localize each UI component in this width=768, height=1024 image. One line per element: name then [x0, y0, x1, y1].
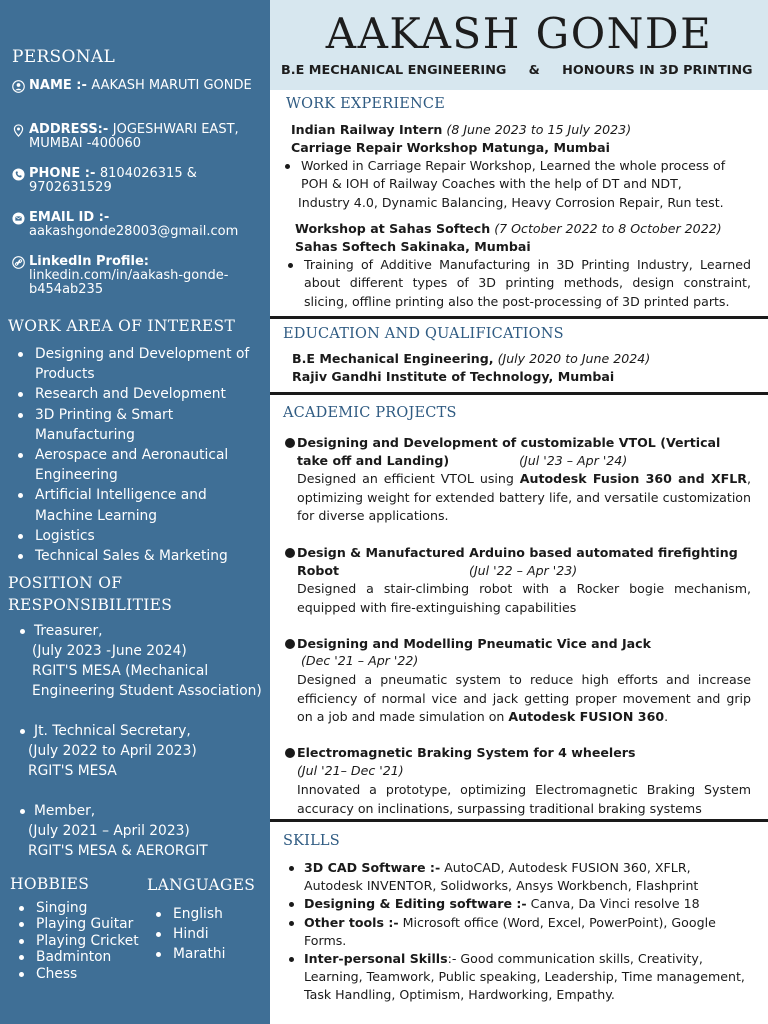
personal-heading: PERSONAL — [12, 47, 116, 67]
personal-linkedin — [12, 255, 262, 297]
linkedin-label: LinkedIn Profile: — [29, 254, 150, 269]
list-item — [286, 950, 748, 1005]
list-item: Chess — [10, 966, 139, 982]
position-period: (July 2022 to April 2023) — [28, 743, 197, 759]
project-name: Designing and Development of customizable VTOL (Vertical take off and Landing) — [297, 435, 721, 468]
personal-email — [12, 211, 262, 239]
institute-name: Rajiv Gandhi Institute of Technology, Mumbai — [292, 369, 615, 384]
job-line: Industry 4.0, Dynamic Balancing, Heavy Corrosion Repair, Run test. — [298, 194, 724, 210]
job-org-name: Sahas Softech Sakinaka, Mumbai — [295, 239, 531, 254]
project-date: (Jul '23 – Apr '24) — [519, 453, 628, 468]
degree-name: B.E Mechanical Engineering, — [292, 351, 494, 366]
list-item: Hindi — [147, 924, 225, 944]
position-heading — [8, 572, 172, 616]
desc-bold: Autodesk FUSION 360 — [508, 709, 665, 725]
project-name: Design & Manufactured Arduino based automated firefighting Robot — [297, 545, 738, 578]
education-institute — [292, 369, 614, 385]
hobbies-list — [10, 900, 139, 982]
desc-text: Designed a pneumatic system to reduce high efforts and increase efficiency of normal vice and jack getting proper movement and grip on a job and made simulation on — [297, 672, 751, 725]
list-item: Marathi — [147, 944, 225, 964]
bullet-dot — [285, 748, 295, 758]
skill-text: :- Good communication skills, Creativity, Learning, Teamwork, Public speaking, Leadership, Time management, Task Handling, Optimism, Hardworking, Empathy. — [304, 951, 745, 1003]
list-item: Playing Guitar — [10, 916, 139, 932]
job-bullet — [285, 157, 747, 212]
phone-value: 8104026315 & 9702631529 — [29, 166, 197, 195]
skill-text: AutoCAD, Autodesk FUSION 360, XFLR, Autodesk INVENTOR, Solidworks, Ansys Workbench, Flashprint — [304, 860, 699, 894]
education-degree — [292, 351, 650, 367]
position-role: Jt. Technical Secretary, — [16, 721, 266, 741]
page-title: AAKASH GONDE — [325, 9, 713, 58]
email-value[interactable]: aakashgonde28003@gmail.com — [29, 224, 239, 239]
bullet-dot — [288, 263, 293, 268]
address-value: JOGESHWARI EAST, MUMBAI -400060 — [29, 122, 239, 151]
section-divider — [270, 392, 768, 395]
location-pin-icon — [12, 124, 25, 137]
bullet-dot — [285, 639, 295, 649]
position-org: RGIT'S MESA & AERORGIT — [28, 843, 208, 859]
project-description — [297, 671, 751, 727]
list-item: English — [147, 904, 225, 924]
bullet-dot — [285, 164, 290, 169]
project-title — [285, 635, 755, 653]
desc-bold: Autodesk Fusion 360 and XFLR — [519, 471, 747, 486]
position-period: (July 2023 -June 2024) — [32, 643, 187, 659]
work-heading: WORK EXPERIENCE — [286, 96, 445, 112]
project-title — [285, 744, 755, 762]
degree-line: B.E MECHANICAL ENGINEERING & HONOURS IN 3D PRINTING — [281, 63, 753, 78]
job-line: POH & IOH of Railway Coaches with the help of DT and NDT, — [301, 176, 682, 192]
list-item: Research and Development — [9, 384, 259, 404]
skill-label: 3D CAD Software :- — [304, 860, 441, 875]
list-item: Designing and Development of Products — [9, 344, 259, 384]
link-icon — [12, 256, 25, 269]
project-name: Designing and Modelling Pneumatic Vice and Jack — [297, 636, 652, 651]
languages-list — [147, 904, 225, 964]
list-item — [286, 914, 748, 950]
position-role: Member, — [16, 801, 266, 821]
job-title — [291, 122, 631, 138]
position-heading-line2: RESPONSIBILITIES — [8, 596, 173, 614]
job-role: Workshop at Sahas Softech — [295, 221, 491, 236]
degree-period: (July 2020 to June 2024) — [497, 351, 651, 366]
list-item: Playing Cricket — [10, 933, 139, 949]
skill-label: Other tools :- — [304, 914, 399, 930]
project-date: (Jul '21– Dec '21) — [297, 763, 404, 778]
project-date: (Dec '21 – Apr '22) — [301, 653, 419, 668]
hobbies-heading: HOBBIES — [10, 875, 90, 893]
job-org — [291, 140, 610, 156]
position-org: RGIT'S MESA (Mechanical Engineering Student Association) — [32, 663, 262, 699]
name-value: AAKASH MARUTI GONDE — [91, 78, 252, 93]
job-bullet — [288, 256, 751, 311]
email-icon — [12, 212, 25, 225]
project-description — [297, 470, 751, 526]
desc-text: . — [664, 709, 669, 725]
project-description: Designed a stair-climbing robot with a Rocker bogie mechanism, equipped with fire-extinguishing capabilities — [297, 581, 751, 615]
position-item — [16, 801, 266, 861]
job-line: Worked in Carriage Repair Workshop, Learned the whole process of — [301, 158, 726, 173]
project-description: Innovated a prototype, optimizing Electromagnetic Braking System accuracy on inclinations, surpassing traditional braking systems — [297, 782, 751, 816]
desc-text: Designed an efficient VTOL using — [297, 471, 520, 486]
list-item — [286, 895, 748, 913]
bullet-dot — [285, 548, 295, 558]
bullet-dot — [285, 438, 295, 448]
phone-label: PHONE :- — [29, 166, 100, 181]
skill-text: Microsoft office (Word, Excel, PowerPoint), Google Forms. — [304, 914, 716, 948]
position-role: Treasurer, — [16, 621, 266, 641]
list-item: Artificial Intelligence and Machine Learning — [9, 485, 259, 525]
job-period: (8 June 2023 to 15 July 2023) — [446, 122, 632, 137]
list-item: Badminton — [10, 949, 139, 965]
email-label: EMAIL ID :- — [29, 210, 110, 225]
skills-list — [286, 859, 748, 1005]
skills-heading: SKILLS — [283, 833, 340, 849]
job-title — [295, 221, 722, 237]
project-title — [285, 544, 755, 580]
education-heading: EDUCATION AND QUALIFICATIONS — [283, 326, 564, 342]
position-org: RGIT'S MESA — [28, 763, 117, 779]
section-divider — [270, 819, 768, 822]
list-item: Singing — [10, 900, 139, 916]
name-label: NAME :- — [29, 78, 92, 93]
sidebar — [0, 0, 270, 1024]
languages-heading: LANGUAGES — [147, 876, 256, 894]
list-item: Aerospace and Aeronautical Engineering — [9, 445, 259, 485]
section-divider — [270, 316, 768, 319]
interest-heading: WORK AREA OF INTEREST — [8, 317, 236, 335]
personal-address — [12, 123, 262, 151]
project-name: Electromagnetic Braking System for 4 wheelers — [297, 745, 636, 760]
linkedin-url[interactable]: linkedin.com/in/aakash-gonde-b454ab235 — [29, 268, 229, 297]
list-item: Technical Sales & Marketing — [9, 546, 259, 566]
skill-label: Inter-personal Skills — [304, 951, 448, 967]
position-heading-line1: POSITION OF — [8, 574, 123, 592]
phone-icon — [12, 168, 25, 181]
desc-text: , optimizing weight for extended battery life, and versatile customization for diverse applications. — [297, 471, 751, 524]
list-item — [286, 859, 748, 895]
job-description: Training of Additive Manufacturing in 3D Printing Industry, Learned about different types of 3D printing methods, design constraint, slicing, offline printing also the post-processing of 3D printed parts. — [304, 257, 751, 309]
job-period: (7 October 2022 to 8 October 2022) — [494, 221, 722, 236]
user-icon — [12, 80, 25, 93]
position-item — [16, 721, 266, 781]
job-org — [295, 239, 531, 255]
interest-list — [9, 344, 259, 566]
project-date: (Jul '22 – Apr '23) — [469, 563, 578, 578]
list-item: 3D Printing & Smart Manufacturing — [9, 405, 259, 445]
projects-heading: ACADEMIC PROJECTS — [283, 405, 457, 421]
personal-phone — [12, 167, 262, 195]
skill-text: Canva, Da Vinci resolve 18 — [526, 896, 700, 912]
skill-label: Designing & Editing software :- — [304, 896, 527, 912]
position-item — [16, 621, 266, 701]
address-label: ADDRESS:- — [29, 122, 113, 137]
personal-name — [12, 79, 262, 93]
project-title — [285, 434, 755, 470]
list-item: Logistics — [9, 526, 259, 546]
job-role: Indian Railway Intern — [291, 122, 443, 137]
job-org-name: Carriage Repair Workshop Matunga, Mumbai — [291, 140, 610, 155]
position-period: (July 2021 – April 2023) — [28, 823, 190, 839]
header — [270, 0, 768, 90]
